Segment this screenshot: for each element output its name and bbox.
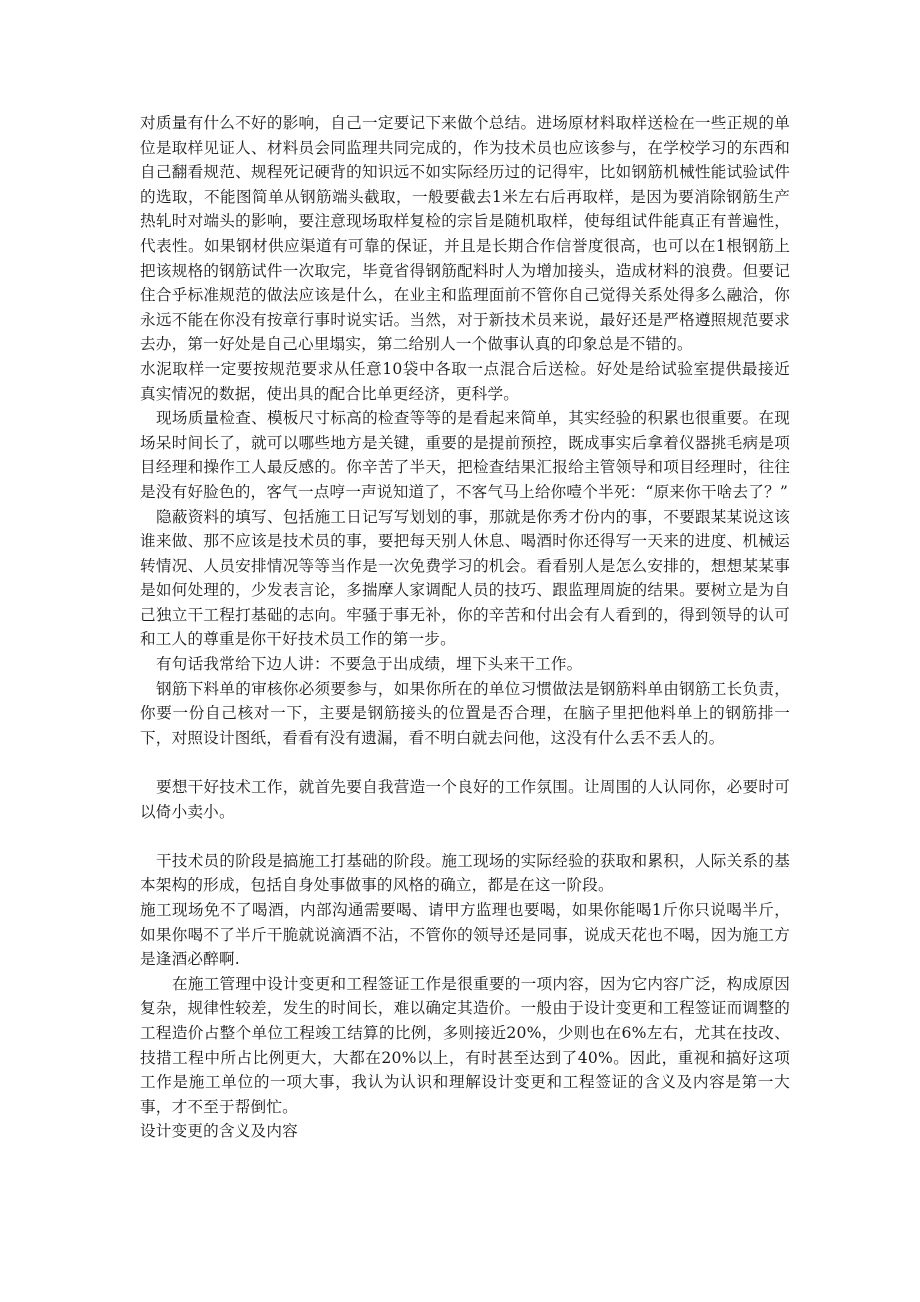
paragraph-work-atmosphere: 要想干好技术工作，就首先要自我营造一个良好的工作氛围。让周围的人认同你，必要时可以倚小卖小。 (140, 778, 790, 821)
paragraph-design-change: 在施工管理中设计变更和工程签证工作是很重要的一项内容，因为它内容广泛，构成原因复杂，规律性较差，发生的时间长，难以确定其造价。一般由于设计变更和工程签证而调整的工程造价占整个单位工程竣工结算的比例，多则接近20%，少则也在6%左右，尤其在技改、技措工程中所占比例更大，大都在20%以上，有时甚至达到了40%。因此，重视和搞好这项工作是施工单位的一项大事，我认为认识和理解设计变更和工程签证的含义及内容是第一大事，才不至于帮倒忙。 (140, 974, 790, 1116)
section-heading-design-change: 设计变更的含义及内容 (140, 1122, 298, 1141)
paragraph-concealed-records: 隐蔽资料的填写、包括施工日记写写划划的事，那就是你秀才份内的事，不要跟某某说这该谁来做、那不应该是技术员的事，要把每天别人休息、喝酒时你还得写一天来的进度、机械运转情况、人员安排情况等等当作是一次免费学习的机会。看看别人是怎么安排的，想想某某事是如何处理的，少发表言论，多揣摩人家调配人员的技巧、跟监理周旋的结果。要树立是为自己独立干工程打基础的志向。牢骚于事无补，你的辛苦和付出会有人看到的，得到领导的认可和工人的尊重是你干好技术员工作的第一步。 (140, 507, 790, 649)
paragraph-saying: 有句话我常给下边人讲：不要急于出成绩，埋下头来干工作。 (156, 655, 583, 674)
paragraph-drinking: 施工现场免不了喝酒，内部沟通需要喝、请甲方监理也要喝，如果你能喝1斤你只说喝半斤，如果你喝不了半斤干脆就说滴酒不沾，不管你的领导还是同事，说成天花也不喝，因为施工方是逢酒必醉啊. (140, 901, 790, 969)
document-body (140, 111, 790, 1144)
paragraph-rebar-list: 钢筋下料单的审核你必须要参与，如果你所在的单位习惯做法是钢筋料单由钢筋工长负责，你要一份自己核对一下，主要是钢筋接头的位置是否合理，在脑子里把他料单上的钢筋排一下，对照设计图纸，看看有没有遗漏，看不明白就去问他，这没有什么丢不丢人的。 (140, 679, 790, 747)
paragraph-technician-stage: 干技术员的阶段是搞施工打基础的阶段。施工现场的实际经验的获取和累积，人际关系的基本架构的形成，包括自身处事做事的风格的确立，都是在这一阶段。 (140, 851, 790, 895)
paragraph-quality-sampling: 对质量有什么不好的影响，自己一定要记下来做个总结。进场原材料取样送检在一些正规的单位是取样见证人、材料员会同监理共同完成的，作为技术员也应该参与，在学校学习的东西和自己翻看规范、规程死记硬背的知识远不如实际经历过的记得牢，比如钢筋机械性能试验试件的选取，不能图简单从钢筋端头截取，一般要截去1米左右后再取样，是因为要消除钢筋生产热轧时对端头的影响，要注意现场取样复检的宗旨是随机取样，使每组试件能真正有普遍性，代表性。如果钢材供应渠道有可靠的保证，并且是长期合作信誉度很高，也可以在1根钢筋上把该规格的钢筋试件一次取完，毕竟省得钢筋配料时人为增加接头，造成材料的浪费。但要记住合乎标准规范的做法应该是什么，在业主和监理面前不管你自己觉得关系处得多么融洽，你永远不能在你没有按章行事时说实话。当然，对于新技术员来说，最好还是严格遵照规范要求去办，第一好处是自己心里塌实，第二给别人一个做事认真的印象总是不错的。 (140, 114, 790, 354)
paragraph-cement-sampling: 水泥取样一定要按规范要求从任意10袋中各取一点混合后送检。好处是给试验室提供最接近真实情况的数据，使出具的配合比单更经济，更科学。 (140, 359, 790, 403)
blank-line (140, 824, 790, 849)
blank-line (140, 750, 790, 775)
paragraph-site-inspection: 现场质量检查、模板尺寸标高的检查等等的是看起来简单，其实经验的积累也很重要。在现场呆时间长了，就可以哪些地方是关键，重要的是提前预控，既成事实后拿着仪器挑毛病是项目经理和操作工人最反感的。你辛苦了半天，把检查结果汇报给主管领导和项目经理时，往往是没有好脸色的，客气一点哼一声说知道了，不客气马上给你噎个半死：“原来你干啥去了？” (140, 409, 790, 501)
